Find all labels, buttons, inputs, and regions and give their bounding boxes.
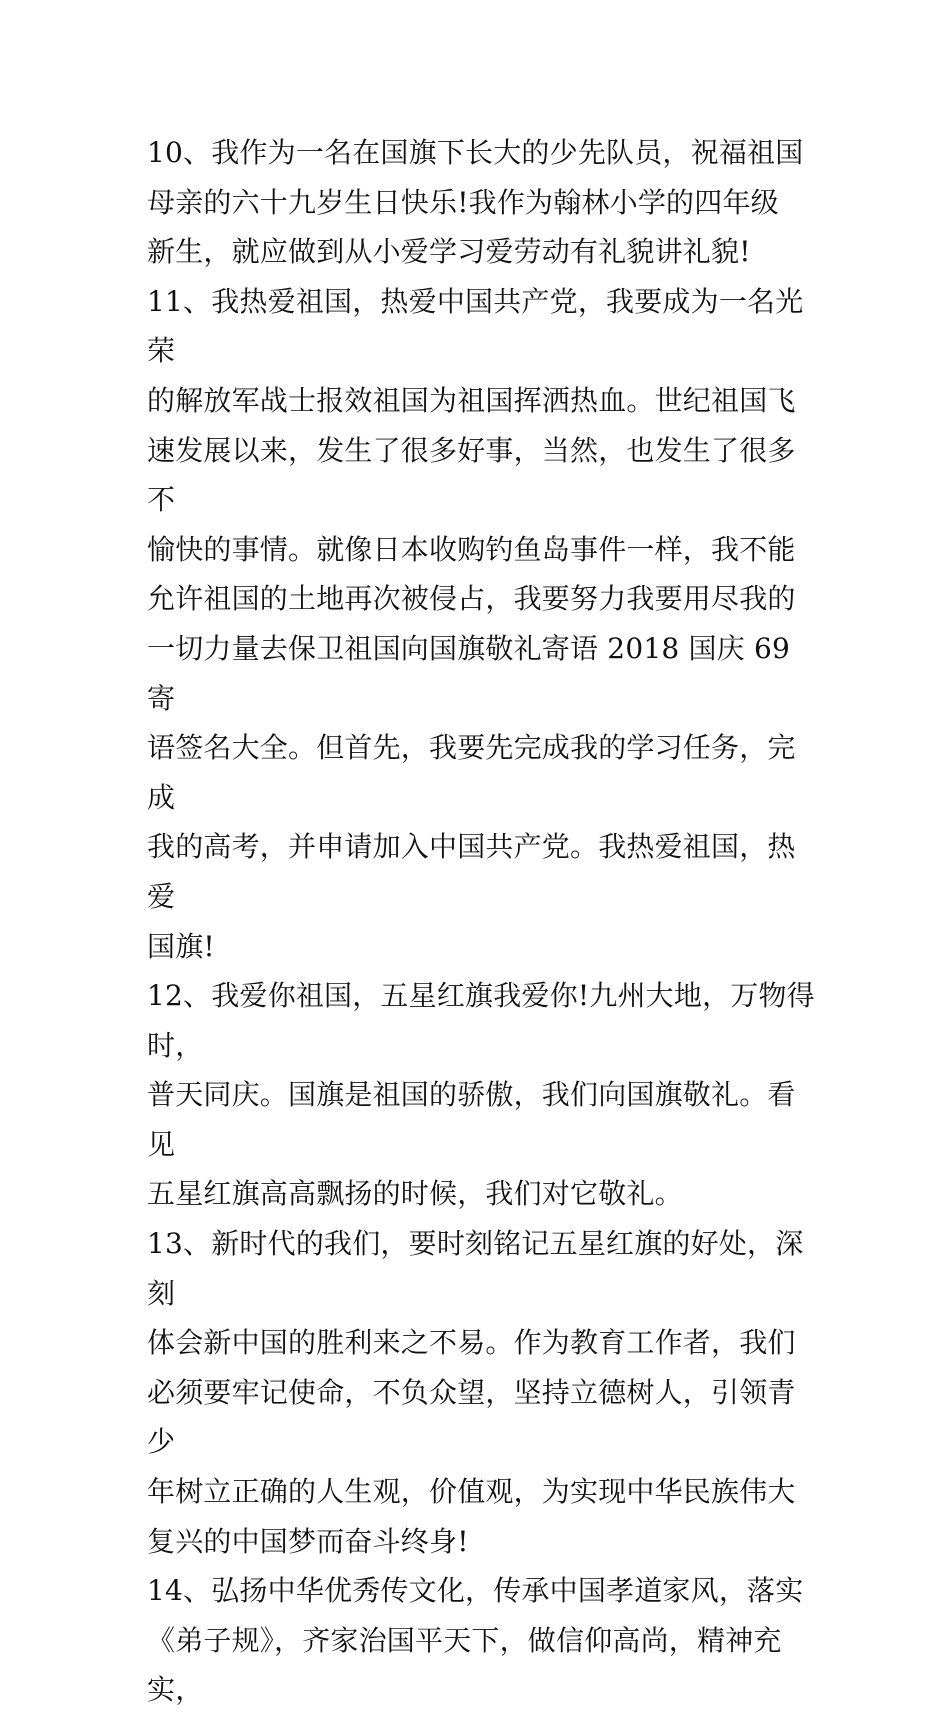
- document-body: [147, 128, 817, 1715]
- paragraph-10: 10、我作为一名在国旗下长大的少先队员，祝福祖国 母亲的六十九岁生日快乐!我作为翰林小学的四年级 新生，就应做到从小爱学习爱劳动有礼貌讲礼貌!: [147, 136, 804, 269]
- paragraph-12: 12、我爱你祖国，五星红旗我爱你!九州大地，万物得时， 普天同庆。国旗是祖国的骄傲，我们向国旗敬礼。看见 五星红旗高高飘扬的时候，我们对它敬礼。: [147, 979, 815, 1211]
- paragraph-14: 14、弘扬中华优秀传文化，传承中国孝道家风，落实 《弟子规》，齐家治国平天下，做信仰高尚，精神充实，: [147, 1574, 804, 1707]
- paragraph-13: 13、新时代的我们，要时刻铭记五星红旗的好处，深刻 体会新中国的胜利来之不易。作为教育工作者，我们 必须要牢记使命，不负众望，坚持立德树人，引领青少 年树立正确的人生观，价值观，为实现中华民族伟大 复兴的中国梦而奋斗终身!: [147, 1227, 804, 1558]
- paragraph-11: 11、我热爱祖国，热爱中国共产党，我要成为一名光荣 的解放军战士报效祖国为祖国挥洒热血。世纪祖国飞 速发展以来，发生了很多好事，当然，也发生了很多不 愉快的事情。就像日本收购钓鱼岛事件一样，我不能 允许祖国的土地再次被侵占，我要努力我要用尽我的 一切力量去保卫祖国向国旗敬礼寄语 2018 国庆 69 寄 语签名大全。但首先，我要先完成我的学习任务，完成 我的高考，并申请加入中国共产党。我热爱祖国，热爱 国旗!: [147, 284, 804, 963]
